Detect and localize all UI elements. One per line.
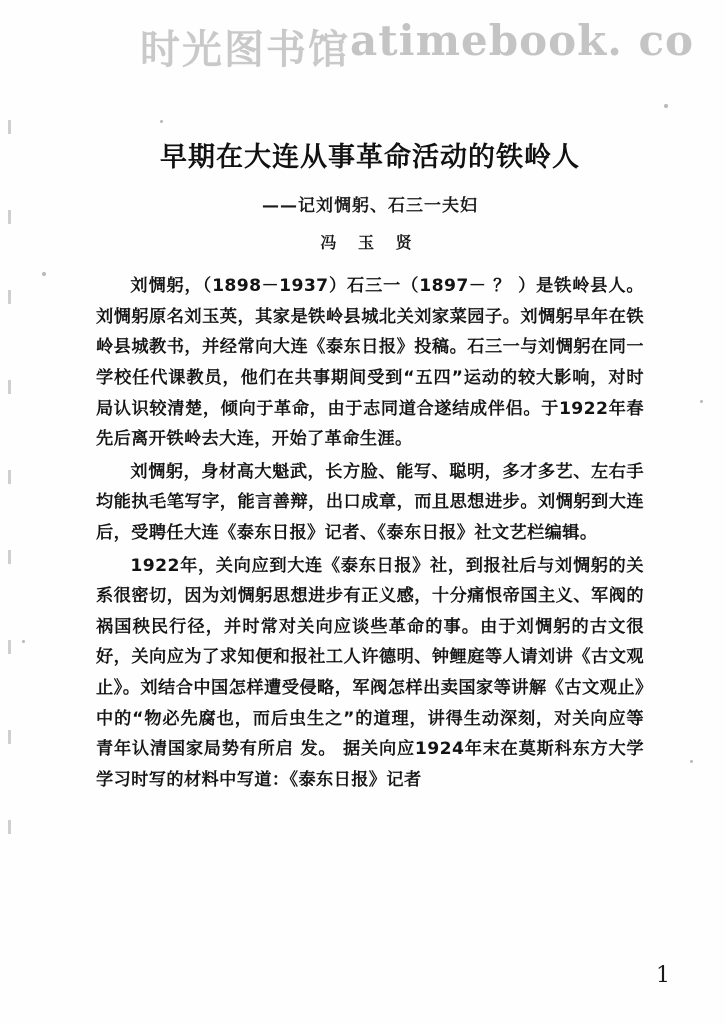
- document-body: [96, 140, 644, 797]
- page-subtitle: ——记刘惆躬、石三一夫妇: [262, 196, 478, 217]
- scan-speck: [22, 640, 25, 643]
- page-title: 早期在大连从事革命活动的铁岭人: [160, 142, 580, 173]
- watermark-english-text: atimebook. co: [350, 16, 695, 65]
- paragraph: 1922年，关向应到大连《泰东日报》社，到报社后与刘惆躬的关系很密切，因为刘惆躬思想进步有正义感，十分痛恨帝国主义、军阀的祸国秧民行径，并时常对关向应谈些革命的事。由于刘惆躬的古文很好，关向应为了求知便和报社工人许德明、钟鲤庭等人请刘讲《古文观止》。刘结合中国怎样遭受侵略，军阀怎样出卖国家等讲解《古文观止》中的“物必先腐也，而后虫生之”的道理，讲得生动深刻，对关向应等青年认清国家局势有所启 发。 据关向应1924年末在莫斯科东方大学学习时写的材料中写道：《泰东日报》记者: [96, 555, 644, 790]
- author-name: 冯 玉 贤: [320, 233, 420, 253]
- scan-speck: [160, 120, 163, 123]
- paragraph: 刘惆躬，身材高大魁武，长方脸、能写、聪明，多才多艺、左右手均能执毛笔写字，能言善辩，出口成章，而且思想进步。刘惆躬到大连后，受聘任大连《泰东日报》记者、《泰东日报》社文艺栏编辑。: [96, 461, 644, 543]
- page-number: 1: [656, 963, 670, 988]
- scan-speck: [690, 760, 693, 763]
- scan-speck: [42, 272, 46, 276]
- article-text: [96, 271, 644, 795]
- watermark-chinese-text: 时光图书馆: [140, 27, 350, 73]
- scan-speck: [700, 400, 703, 403]
- watermark-banner: [0, 12, 726, 78]
- page-edge-marks: [6, 120, 16, 900]
- paragraph: 刘惆躬，（1898－1937）石三一（1897－ ？ ）是铁岭县人。刘惆躬原名刘玉英，其家是铁岭县城北关刘家菜园子。刘惆躬早年在铁岭县城教书，并经常向大连《泰东日报》投稿。石三一与刘惆躬在同一学校任代课教员，他们在共事期间受到“五四”运动的较大影响，对时局认识较清楚，倾向于革命，由于志同道合遂结成伴侣。于1922年春先后离开铁岭去大连，开始了革命生涯。: [96, 276, 644, 450]
- scan-speck: [664, 104, 668, 108]
